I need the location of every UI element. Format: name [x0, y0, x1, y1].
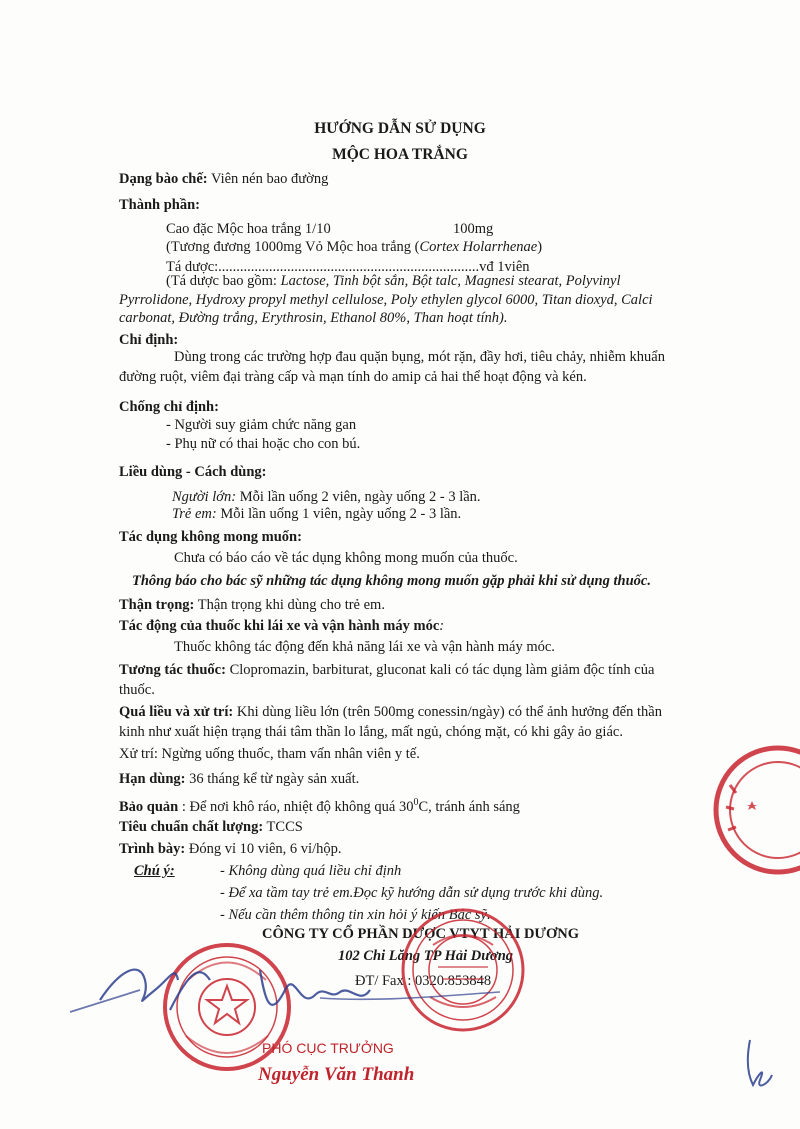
- standard-label: Tiêu chuẩn chất lượng:: [119, 819, 264, 835]
- composition-label: Thành phần:: [119, 197, 201, 213]
- excipient-line: Tá dược:........................................................................vđ 1viên: [166, 259, 530, 275]
- notes-item: - Nếu cần thêm thông tin xin hỏi ý kiến Bác sỹ.: [220, 907, 491, 923]
- dosage-adult-label: Người lớn:: [172, 489, 237, 505]
- overdose-text-2: kinh như xuất hiện trạng thái tâm thần lo lắng, mất ngủ, chóng mặt, có khi gây ảo giác.: [119, 724, 623, 740]
- margin-initials: [738, 1035, 778, 1095]
- side-effects-label: Tác dụng không mong muốn:: [119, 529, 302, 545]
- standard-row: [119, 818, 303, 836]
- standard-value: TCCS: [263, 819, 303, 835]
- precautions-value: Thận trọng khi dùng cho trẻ em.: [194, 597, 385, 613]
- dosage-form-label: Dạng bào chế:: [119, 171, 208, 187]
- overdose-value: Khi dùng liều lớn (trên 500mg conessin/ngày) có thể ảnh hưởng đến thần: [233, 704, 662, 720]
- storage-label: Bảo quản: [119, 798, 179, 815]
- overdose-text-3: Xử trí: Ngừng uống thuốc, tham vấn nhân viên y tế.: [119, 746, 420, 762]
- side-effects-text: Chưa có báo cáo về tác dụng không mong muốn của thuốc.: [174, 550, 518, 566]
- precautions-label: Thận trọng:: [119, 597, 195, 613]
- equivalent-latin: Cortex Holarrhenae: [419, 239, 538, 255]
- dosage-form-value: Viên nén bao đường: [207, 171, 329, 187]
- interactions-text-2: thuốc.: [119, 682, 155, 698]
- shelf-life-row: [119, 770, 359, 788]
- notes-item: - Không dùng quá liều chỉ định: [220, 863, 402, 879]
- excipient-list-2: Pyrrolidone, Hydroxy propyl methyl cellulose, Poly ethylen glycol 6000, Titan dioxyd, Calci: [119, 292, 653, 308]
- active-ingredient-name: Cao đặc Mộc hoa trắng 1/10: [166, 221, 331, 237]
- dosage-child: [172, 505, 461, 523]
- excipient-list-3: carbonat, Đường trắng, Erythrosin, Ethanol 80%, Than hoạt tính).: [119, 310, 508, 326]
- storage-suffix: C, tránh ánh sáng: [418, 798, 520, 815]
- equivalent-line: [166, 238, 542, 256]
- packaging-value: Đóng vỉ 10 viên, 6 vỉ/hộp.: [185, 841, 342, 857]
- equivalent-prefix: (Tương đương 1000mg Vỏ Mộc hoa trắng (: [166, 239, 420, 255]
- side-effects-notice: Thông báo cho bác sỹ những tác dụng không mong muốn gặp phải khi sử dụng thuốc.: [132, 573, 651, 589]
- overdose-row: [119, 703, 662, 721]
- company-name: CÔNG TY CỔ PHẦN DƯỢC VTYT HẢI DƯƠNG: [262, 926, 580, 942]
- precautions-row: [119, 596, 385, 614]
- driving-colon: :: [439, 618, 445, 634]
- indications-label: Chỉ định:: [119, 332, 179, 348]
- excipient-prefix: (Tá dược bao gồm:: [166, 273, 281, 289]
- dosage-adult-text: Mỗi lần uống 2 viên, ngày uống 2 - 3 lần.: [236, 489, 481, 505]
- indications-text-2: đường ruột, viêm đại tràng cấp và mạn tính do amip cả hai thể hoạt động và kén.: [119, 369, 587, 385]
- product-name: MỘC HOA TRẮNG: [332, 146, 468, 163]
- company-phone: ĐT/ Fax : 0320.853848: [355, 973, 492, 989]
- driving-text: Thuốc không tác động đến khả năng lái xe và vận hành máy móc.: [174, 639, 555, 655]
- excipient-list-1: [166, 272, 621, 290]
- contraindications-label: Chống chỉ định:: [119, 399, 219, 415]
- interactions-row: [119, 661, 654, 679]
- packaging-label: Trình bày:: [119, 841, 186, 857]
- notes-item: - Để xa tầm tay trẻ em.Đọc kỹ hướng dẫn sử dụng trước khi dùng.: [220, 885, 604, 901]
- equivalent-suffix: ): [537, 239, 543, 255]
- indications-text-1: Dùng trong các trường hợp đau quặn bụng, mót rặn, đầy hơi, tiêu chảy, nhiễm khuẩn: [174, 349, 665, 365]
- document-title: HƯỚNG DẪN SỬ DỤNG: [314, 120, 486, 137]
- overdose-label: Quá liều và xử trí:: [119, 704, 234, 720]
- signer-name: Nguyễn Văn Thanh: [258, 1064, 415, 1085]
- excipient-items-1: Lactose, Tinh bột sắn, Bột talc, Magnesi stearat, Polyvinyl: [280, 273, 621, 289]
- active-ingredient-amount: 100mg: [453, 221, 494, 237]
- contraindication-item: - Phụ nữ có thai hoặc cho con bú.: [166, 436, 361, 452]
- partial-stamp-right: [690, 735, 800, 885]
- storage-degree: 0: [413, 797, 419, 808]
- notes-label: Chú ý:: [134, 863, 175, 879]
- interactions-label: Tương tác thuốc:: [119, 662, 226, 678]
- dosage-form-row: [119, 170, 328, 188]
- storage-row: [119, 794, 520, 816]
- packaging-row: [119, 840, 342, 858]
- signer-title: PHÓ CỤC TRƯỞNG: [262, 1040, 394, 1056]
- shelf-life-label: Hạn dùng:: [119, 771, 186, 787]
- driving-label-row: [119, 617, 444, 635]
- dosage-label: Liều dùng - Cách dùng:: [119, 464, 267, 480]
- contraindication-item: - Người suy giảm chức năng gan: [166, 417, 357, 433]
- driving-label: Tác động của thuốc khi lái xe và vận hành máy móc: [119, 618, 440, 634]
- handwritten-signature: [60, 950, 520, 1030]
- interactions-value: Clopromazin, barbiturat, gluconat kali có tác dụng làm giảm độc tính của: [225, 662, 655, 678]
- dosage-child-text: Mỗi lần uống 1 viên, ngày uống 2 - 3 lần.: [216, 506, 462, 522]
- storage-value: : Để nơi khô ráo, nhiệt độ không quá 30: [178, 798, 414, 815]
- shelf-life-value: 36 tháng kể từ ngày sản xuất.: [185, 771, 360, 787]
- dosage-adult: [172, 488, 481, 506]
- dosage-child-label: Trẻ em:: [172, 506, 217, 522]
- company-address: 102 Chi Lăng TP Hải Dương: [338, 948, 514, 964]
